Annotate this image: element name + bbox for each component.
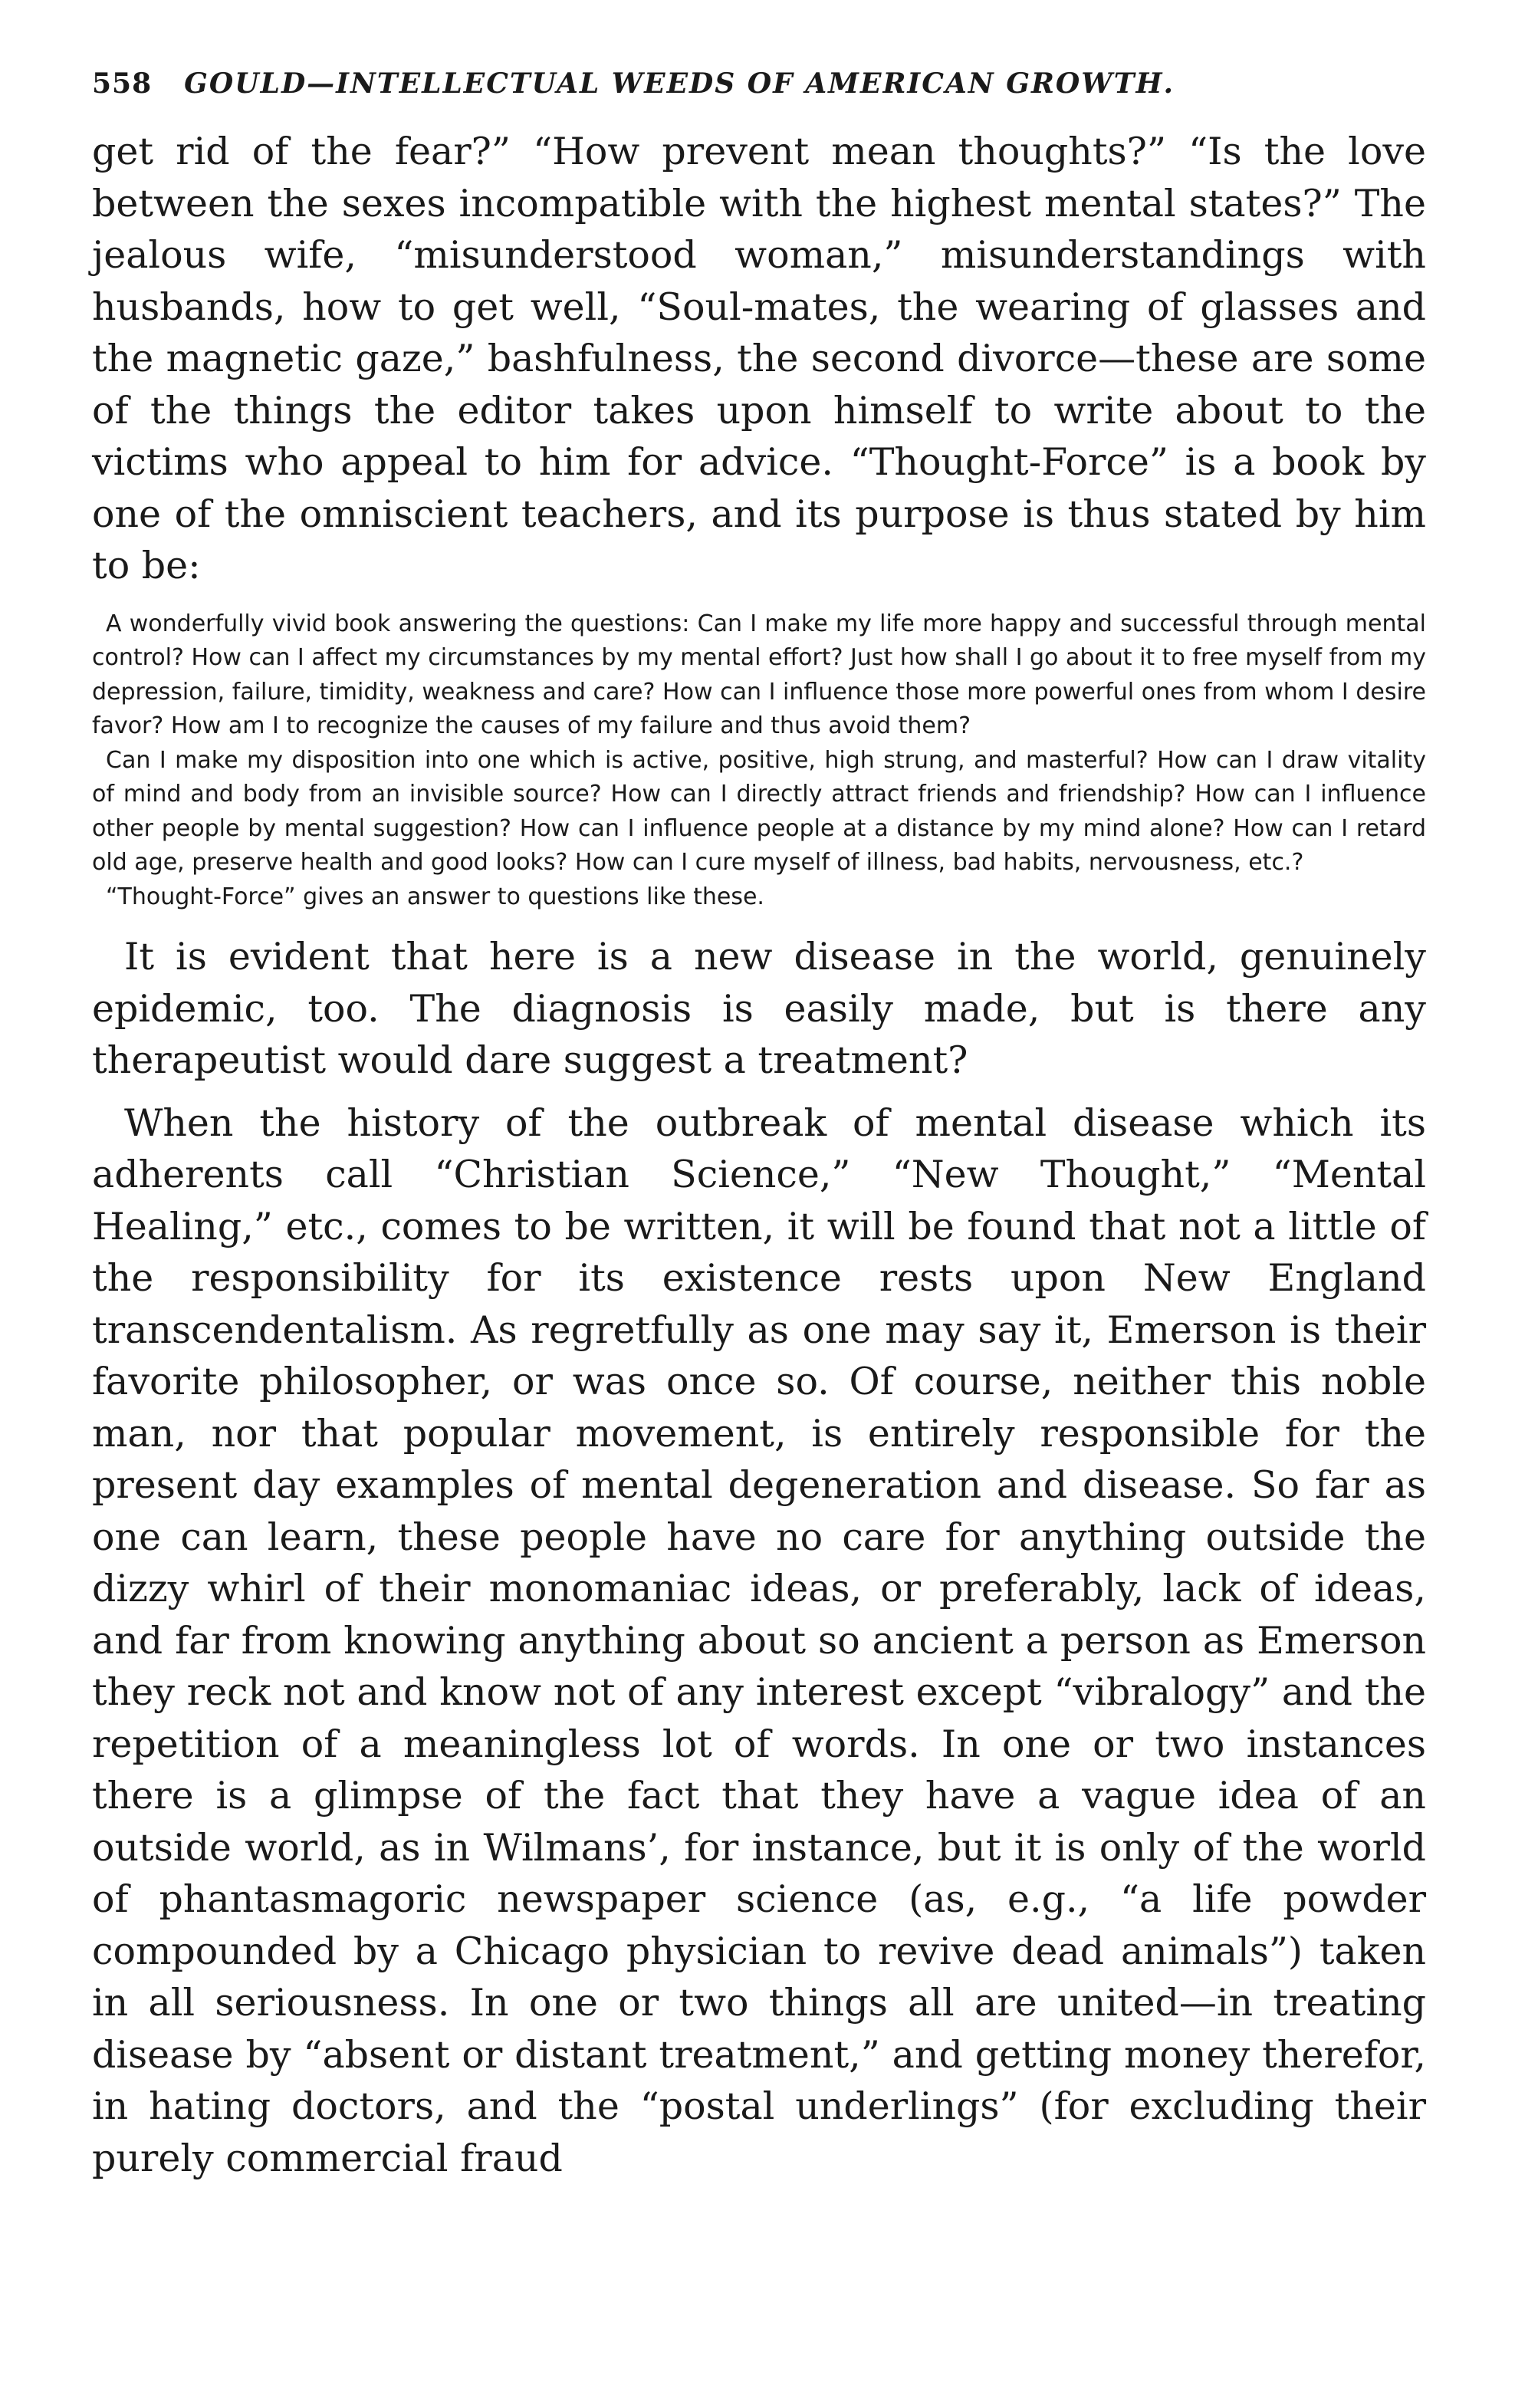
block-quotation bbox=[92, 607, 1426, 915]
body-paragraph: When the history of the outbreak of mental disease which its adherents call “Christian Science,” “New Thought,” “Mental Healing,” etc., comes to be written, it will be found that not a little of the responsibility for its existence rests upon New England transcendentalism. As regretfully as one may say it, Emerson is their favorite philosopher, or was once so. Of course, neither this noble man, nor that popular movement, is entirely responsible for the present day examples of mental degeneration and disease. So far as one can learn, these people have no care for anything outside the dizzy whirl of their monomaniac ideas, or preferably, lack of ideas, and far from knowing anything about so ancient a person as Emerson they reck not and know not of any interest except “vibralogy” and the repetition of a meaningless lot of words. In one or two instances there is a glimpse of the fact that they have a vague idea of an outside world, as in Wilmans’, for instance, but it is only of the world of phantasmagoric newspaper science (as, e.g., “a life powder compounded by a Chicago physician to revive dead animals”) taken in all seriousness. In one or two things all are united—in treating disease by “absent or distant treatment,” and getting money therefor, in hating doctors, and the “postal underlings” (for excluding their purely commercial fraud bbox=[92, 1100, 1426, 2180]
quotation-paragraph: Can I make my disposition into one which is active, positive, high strung, and masterful? How can I draw vitality of mind and body from an invisible source? How can I directly attract friends and friendship? How can I influence other people by mental suggestion? How can I influence people at a distance by my mind alone? How can I retard old age, preserve health and good looks? How can I cure myself of illness, bad habits, nervousness, etc.? bbox=[92, 746, 1426, 876]
running-head bbox=[92, 67, 1426, 100]
opening-paragraph: get rid of the fear?” “How prevent mean thoughts?” “Is the love between the sexes incompatible with the highest mental states?” The jealous wife, “misunderstood woman,” misunderstandings with husbands, how to get well, “Soul-mates, the wearing of glasses and the magnetic gaze,” bashfulness, the second divorce—these are some of the things the editor takes upon himself to write about to the victims who appeal to him for advice. “Thought-Force” is a book by one of the omniscient teachers, and its purpose is thus stated by him to be: bbox=[92, 130, 1426, 587]
quotation-paragraph: “Thought-Force” gives an answer to questions like these. bbox=[106, 883, 764, 910]
book-page bbox=[92, 67, 1426, 2184]
running-title: GOULD—INTELLECTUAL WEEDS OF AMERICAN GROWTH. bbox=[184, 67, 1175, 100]
page-number: 558 bbox=[92, 67, 153, 100]
quotation-paragraph: A wonderfully vivid book answering the questions: Can I make my life more happy and successful through mental control? How can I affect my circumstances by my mental effort? Just how shall I go about it to free myself from my depression, failure, timidity, weakness and care? How can I influence those more powerful ones from whom I desire favor? How am I to recognize the causes of my failure and thus avoid them? bbox=[92, 610, 1426, 739]
body-paragraph: It is evident that here is a new disease in the world, genuinely epidemic, too. The diagnosis is easily made, but is there any therapeutist would dare suggest a treatment? bbox=[92, 935, 1426, 1082]
